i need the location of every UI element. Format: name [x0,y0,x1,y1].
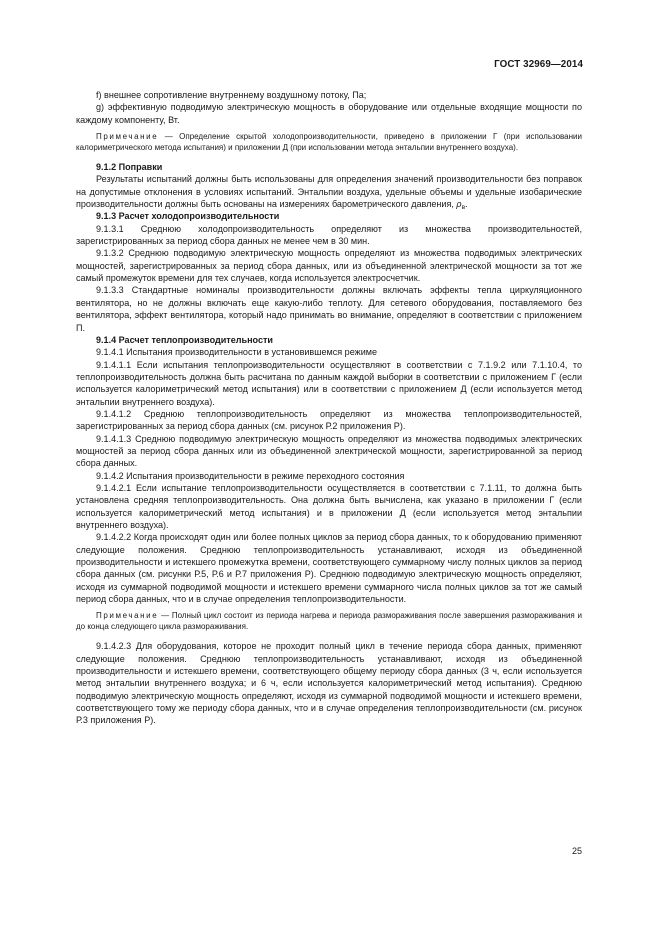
paragraph-9-1-4-1-3: 9.1.4.1.3 Среднюю подводимую электрическую мощность определяют из множества подводимых электрических мощностей за период сбора данных или из объединенной электрической мощности, зарегистрированной за период сбора данных. [76,433,582,469]
paragraph-9-1-4-2-1: 9.1.4.2.1 Если испытание теплопроизводительности осуществляется в соответствии с 7.1.11, то должна быть установлена средняя теплопроизводительность. Она должна быть вычислена, как указано в приложении Г (если используется калориметрический метод испытания) и в приложении Д (если используется метод энтальпии внутреннего воздуха). [76,482,582,530]
rho-symbol: ρ [456,199,462,210]
note-text: — Определение скрытой холодопроизводительности, приведено в приложении Г (при использовании калориметрического метода испытания) и приложении Д (при использовании метода энтальпии внутреннего воздуха). [76,132,582,153]
list-item-f: f) внешнее сопротивление внутреннему воздушному потоку, Па; [96,90,367,100]
paragraph-9-1-4-1-2: 9.1.4.1.2 Среднюю теплопроизводительность определяют из множества теплопроизводительностей, зарегистрированных за период сбора данных (см. рисунок Р.2 приложения Р). [76,408,582,432]
paragraph-9-1-2 [76,173,582,210]
page-number: 25 [571,846,582,856]
note-label: Примечание [96,132,159,142]
rho-subscript: в [461,204,466,212]
page-body [76,89,582,727]
section-heading-9-1-4: 9.1.4 Расчет теплопроизводительности [96,334,273,345]
paragraph-9-1-4-2: 9.1.4.2 Испытания производительности в режиме переходного состояния [96,470,405,481]
note-text: — Полный цикл состоит из периода нагрева и периода размораживания после завершения размораживания и до конца следующего цикла размораживания. [76,611,582,632]
paragraph-end: . [465,199,468,210]
paragraph-9-1-4-2-2: 9.1.4.2.2 Когда происходят один или более полных циклов за период сбора данных, то к оборудованию применяют следующие положения. Среднюю теплопроизводительность устанавливают, исходя из объединенной производительности и истекшего промежутка времени, соответствующего суммарному числу полных циклов за период сбора данных (см. рисунки Р.5, Р.6 и Р.7 приложения Р). Среднюю подводимую электрическую мощность определяют, исходя из суммарной подводимой мощности и истекшего времени суммарного числа полных циклов за тот же самый период сбора данных, что и в случае определения теплопроизводительности. [76,532,582,605]
paragraph-9-1-3-3: 9.1.3.3 Стандартные номиналы производительности должны включать эффекты тепла циркуляционного вентилятора, но не должны включать еще какую-либо теплоту. Для сетевого оборудования, поставляемого без вентилятора, эффект вентилятора, который надо принимать во внимание, определяют в соответствии с приложением П. [76,285,582,333]
paragraph-9-1-4-1-1: 9.1.4.1.1 Если испытания теплопроизводительности осуществляют в соответствии с 7.1.9.2 или 7.1.10.4, то теплопроизводительность должна быть расчитана по данным каждой выборки в соответствии с приложением Г (если используется калориметрический метод испытания) или в соответствии с приложением Д (если используется метод энтальпии внутреннего воздуха). [76,359,582,407]
note-2 [76,610,582,632]
paragraph-9-1-4-2-3: 9.1.4.2.3 Для оборудования, которое не проходит полный цикл в течение периода сбора данных, применяют следующие положения. Среднюю теплопроизводительность устанавливают, исходя из объединенной производительности и истекшего времени, соответствующего общему периоду сбора данных (3 ч, если используется метод энтальпии внутреннего воздуха; и 6 ч, если используется калориметрический метод испытания). Среднюю подводимую электрическую мощность определяют, исходя из суммарной подводимой мощности и истекшего времени, соответствующего тому же периоду сбора данных, что и в случае определения теплопроизводительности (см. рисунок Р.3 приложения Р). [76,641,582,726]
document-code: ГОСТ 32969—2014 [494,59,583,70]
section-heading-9-1-3: 9.1.3 Расчет холодопроизводительности [96,211,280,222]
note-label: Примечание [96,611,159,621]
paragraph-9-1-3-1: 9.1.3.1 Среднюю холодопроизводительность определяют из множества производительностей, зарегистрированных за период сбора данных не менее чем в 30 мин. [76,223,582,247]
list-item-g: g) эффективную подводимую электрическую мощность в оборудование или отдельные входящие мощности по каждому компоненту, Вт. [76,102,582,125]
paragraph-9-1-4-1: 9.1.4.1 Испытания производительности в установившемся режиме [96,347,377,358]
paragraph-9-1-3-2: 9.1.3.2 Среднюю подводимую электрическую мощность определяют из множества подводимых электрических мощностей, зарегистрированных за период сбора данных, или из объединенной электрической мощности за тот же самый промежуток времени для тех случаев, когда используется электросчетчик. [76,248,582,284]
section-heading-9-1-2: 9.1.2 Поправки [96,162,163,173]
paragraph-text: Результаты испытаний должны быть использованы для определения значений производительности без поправок на допустимые отклонения в условиях испытаний. Энтальпии воздуха, удельные объемы и удельные изобарические производительности должны быть основаны на измерениях барометрического давления, [76,174,582,210]
note-1 [76,131,582,153]
